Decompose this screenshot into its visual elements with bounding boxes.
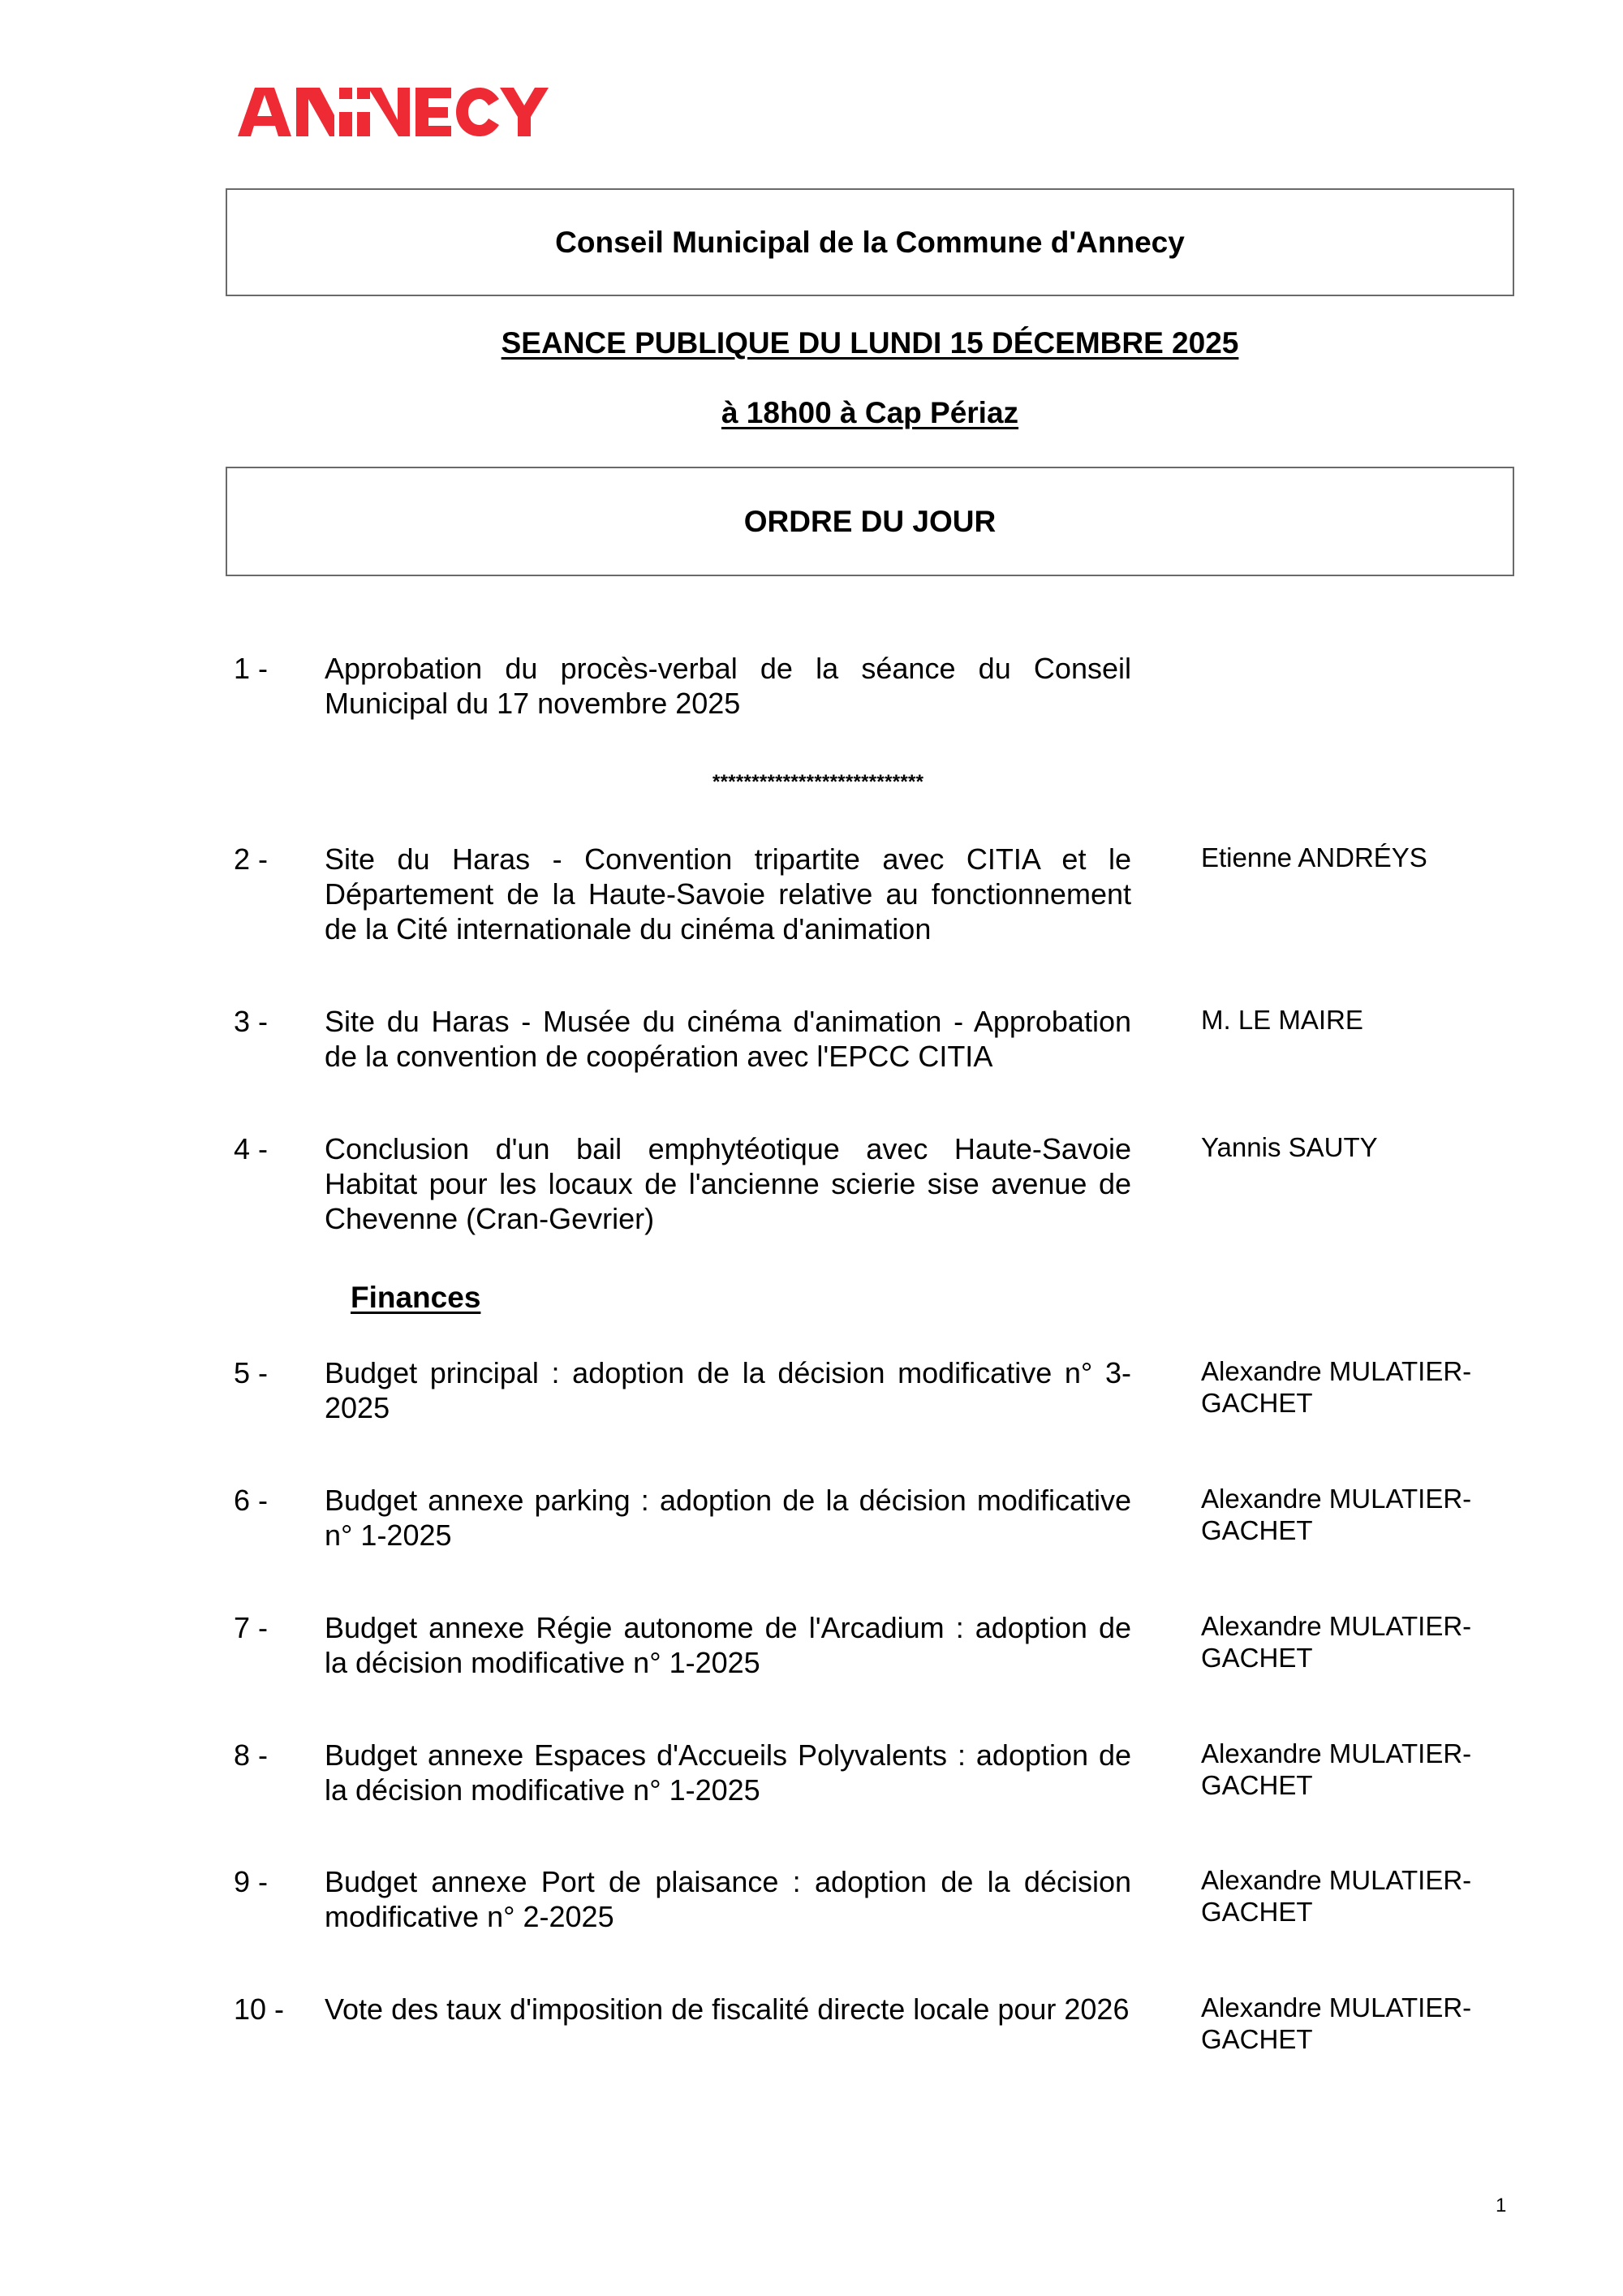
item-presenter: Alexandre MULATIER-GACHET	[1201, 1356, 1472, 1418]
item-number: 7 -	[234, 1611, 269, 1644]
item-text: Budget annexe Port de plaisance : adoption de la décision modificative n° 2-2025	[325, 1865, 1131, 1933]
item-number: 10 -	[234, 1992, 285, 2026]
item-presenter: Alexandre MULATIER-GACHET	[1201, 1865, 1472, 1927]
item-text: Budget annexe Régie autonome de l'Arcadium : adoption de la décision modificative n° 1-2025	[325, 1611, 1131, 1679]
item-presenter: Etienne ANDRÉYS	[1201, 842, 1427, 872]
item-text: Budget principal : adoption de la décision modificative n° 3-2025	[325, 1356, 1131, 1424]
council-title-box	[226, 188, 1514, 296]
item-presenter: Alexandre MULATIER-GACHET	[1201, 1738, 1472, 1800]
session-date: SEANCE PUBLIQUE DU LUNDI 15 DÉCEMBRE 2025	[501, 326, 1239, 360]
item-presenter: Alexandre MULATIER-GACHET	[1201, 1992, 1472, 2054]
item-text: Site du Haras - Convention tripartite avec CITIA et le Département de la Haute-Savoie relative au fonctionnement de la Cité internationale du cinéma d'animation	[325, 842, 1131, 946]
item-text: Site du Haras - Musée du cinéma d'animation - Approbation de la convention de coopération avec l'EPCC CITIA	[325, 1005, 1131, 1073]
session-time-place: à 18h00 à Cap Périaz	[721, 396, 1019, 429]
item-number: 5 -	[234, 1356, 269, 1389]
item-number: 2 -	[234, 842, 269, 876]
annecy-logo	[235, 81, 552, 143]
item-number: 4 -	[234, 1132, 269, 1165]
item-number: 9 -	[234, 1865, 269, 1898]
annecy-logo-icon	[235, 81, 552, 143]
item-number: 1 -	[234, 652, 269, 685]
item-presenter: Yannis SAUTY	[1201, 1132, 1378, 1162]
item-number: 6 -	[234, 1484, 269, 1517]
item-text: Vote des taux d'imposition de fiscalité directe locale pour 2026	[325, 1992, 1130, 2026]
agenda-title: ORDRE DU JOUR	[743, 504, 997, 538]
item-presenter: Alexandre MULATIER-GACHET	[1201, 1484, 1472, 1545]
item-presenter: Alexandre MULATIER-GACHET	[1201, 1611, 1472, 1673]
separator-asterisks: ***************************	[712, 771, 924, 793]
session-location	[226, 396, 1514, 430]
item-text: Budget annexe parking : adoption de la décision modificative n° 1-2025	[325, 1484, 1131, 1552]
item-presenter: M. LE MAIRE	[1201, 1005, 1363, 1035]
section-heading-finances: Finances	[351, 1281, 481, 1314]
item-text: Approbation du procès-verbal de la séance du Conseil Municipal du 17 novembre 2025	[325, 652, 1131, 720]
item-text: Conclusion d'un bail emphytéotique avec Haute-Savoie Habitat pour les locaux de l'ancienne scierie sise avenue de Chevenne (Cran-Gevrier)	[325, 1132, 1131, 1235]
agenda-title-box	[226, 467, 1514, 576]
item-text: Budget annexe Espaces d'Accueils Polyvalents : adoption de la décision modificative n° 1-2025	[325, 1738, 1131, 1807]
item-number: 3 -	[234, 1005, 269, 1038]
page-number: 1	[1496, 2195, 1507, 2216]
session-heading	[226, 326, 1514, 360]
item-number: 8 -	[234, 1738, 269, 1772]
council-title: Conseil Municipal de la Commune d'Annecy	[555, 225, 1185, 259]
